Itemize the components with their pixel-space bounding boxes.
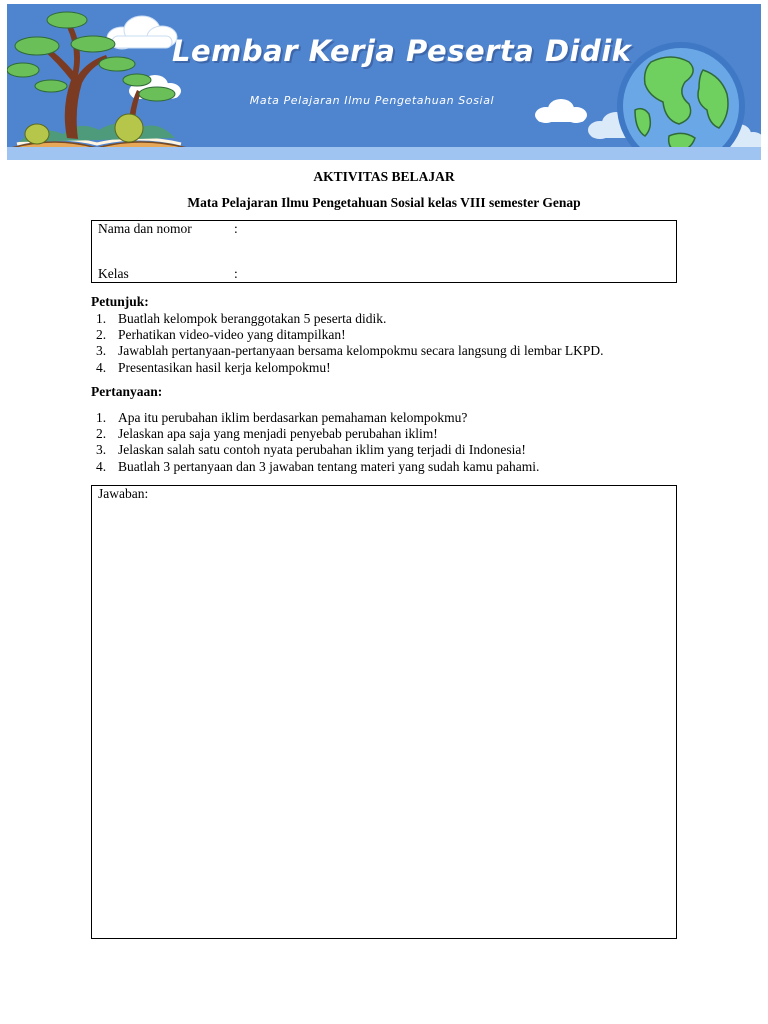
answer-box[interactable] xyxy=(91,485,677,939)
list-item-number: 3. xyxy=(96,343,107,359)
banner-title: Lembar Kerja Peserta Didik xyxy=(172,34,632,68)
list-item-number: 1. xyxy=(96,311,107,326)
list-item-text: Apa itu perubahan iklim berdasarkan pemahaman kelompokmu? xyxy=(118,410,468,425)
cloud-icon xyxy=(532,96,590,126)
list-item-number: 4. xyxy=(96,359,107,375)
banner-subtitle: Mata Pelajaran Ilmu Pengetahuan Sosial xyxy=(249,94,495,107)
globe-illustration xyxy=(611,40,751,158)
page-subtitle: Mata Pelajaran Ilmu Pengetahuan Sosial kelas VIII semester Genap xyxy=(187,195,581,210)
banner-bottom-strip xyxy=(7,147,761,160)
name-label: Nama dan nomor xyxy=(98,221,192,236)
list-item-text: Buatlah kelompok beranggotakan 5 peserta didik. xyxy=(118,311,387,326)
header-banner xyxy=(7,4,761,160)
list-item-text: Buatlah 3 pertanyaan dan 3 jawaban tentang materi yang sudah kamu pahami. xyxy=(118,458,540,474)
instructions-title: Petunjuk: xyxy=(91,294,149,309)
class-label: Kelas xyxy=(98,266,129,281)
list-item-text: Jelaskan apa saja yang menjadi penyebab perubahan iklim! xyxy=(118,426,438,442)
list-item-number: 1. xyxy=(96,410,107,425)
tree-on-book-illustration xyxy=(7,6,192,158)
list-item-text: Jelaskan salah satu contoh nyata perubahan iklim yang terjadi di Indonesia! xyxy=(118,442,526,458)
answer-label: Jawaban: xyxy=(98,486,149,501)
page-title: AKTIVITAS BELAJAR xyxy=(313,169,455,184)
list-item-text: Perhatikan video-video yang ditampilkan! xyxy=(118,327,346,343)
list-item-text: Presentasikan hasil kerja kelompokmu! xyxy=(118,359,331,375)
questions-title: Pertanyaan: xyxy=(91,384,163,399)
list-item-number: 2. xyxy=(96,426,107,442)
class-colon: : xyxy=(234,266,238,281)
name-colon: : xyxy=(234,221,238,236)
list-item-text: Jawablah pertanyaan-pertanyaan bersama kelompokmu secara langsung di lembar LKPD. xyxy=(118,343,604,359)
list-item-number: 2. xyxy=(96,327,107,343)
list-item-number: 4. xyxy=(96,458,107,474)
identity-box xyxy=(91,220,677,283)
list-item-number: 3. xyxy=(96,442,107,458)
